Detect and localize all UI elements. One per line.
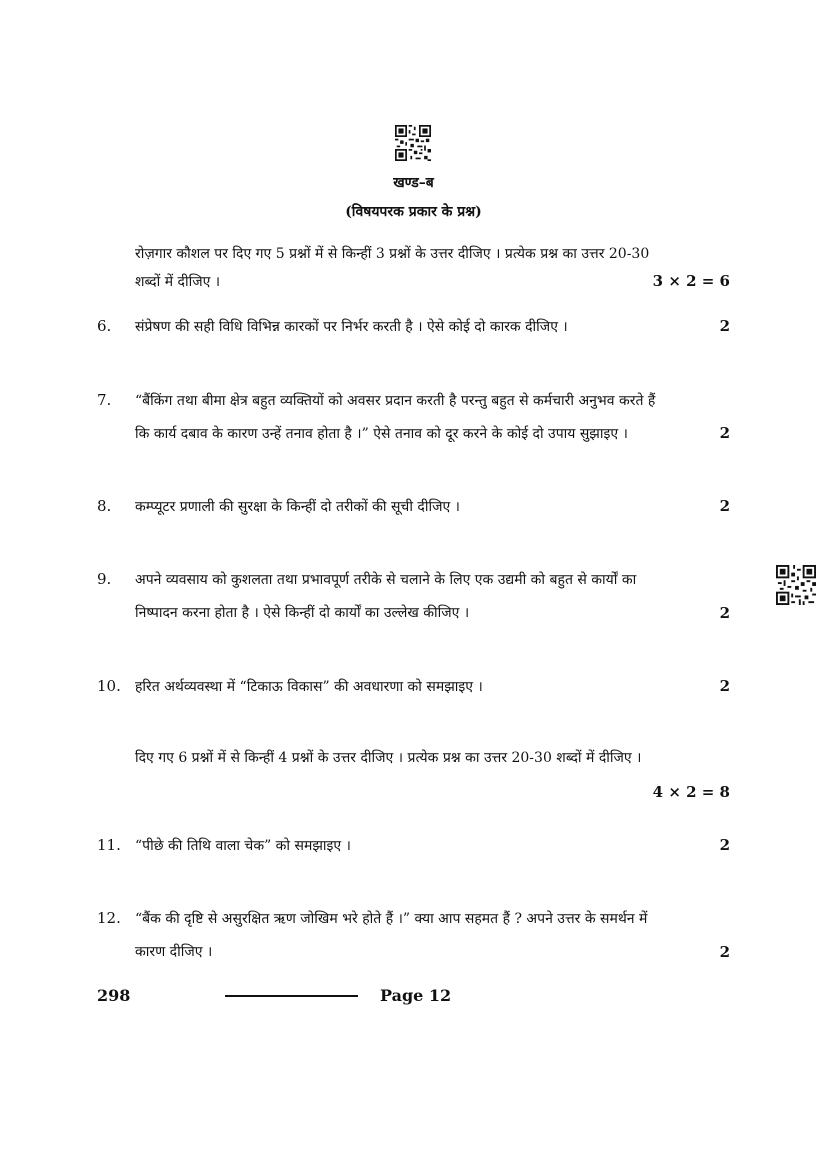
- question-number: 11.: [97, 836, 121, 854]
- question-text-line: हरित अर्थव्यवस्था में “टिकाऊ विकास” की अवधारणा को समझाइए ।: [135, 679, 483, 695]
- paper-code: 298: [97, 986, 131, 1005]
- side-qr-code-icon: [776, 565, 816, 605]
- question-marks: 2: [719, 677, 730, 695]
- section-subtitle: (विषयपरक प्रकार के प्रश्न): [345, 204, 482, 220]
- instruction-1-line-1: रोज़गार कौशल पर दिए गए 5 प्रश्नों में से किन्हीं 3 प्रश्नों के उत्तर दीजिए । प्रत्येक प्रश्न का उत्तर 20-30: [135, 246, 650, 262]
- question-text-line: अपने व्यवसाय को कुशलता तथा प्रभावपूर्ण तरीके से चलाने के लिए एक उद्यमी को बहुत से कार्यों का: [135, 572, 637, 588]
- footer-divider: [225, 995, 358, 997]
- question-text-line: संप्रेषण की सही विधि विभिन्न कारकों पर निर्भर करती है । ऐसे कोई दो कारक दीजिए ।: [135, 319, 568, 335]
- question-text-line: कि कार्य दबाव के कारण उन्हें तनाव होता है ।” ऐसे तनाव को दूर करने के कोई दो उपाय सुझाइए ।: [135, 426, 628, 442]
- question-marks: 2: [719, 604, 730, 622]
- instruction-2-marks: 4 × 2 = 8: [652, 783, 730, 801]
- question-text-line: निष्पादन करना होता है । ऐसे किन्हीं दो कार्यों का उल्लेख कीजिए ।: [135, 605, 470, 621]
- question-number: 6.: [97, 317, 112, 335]
- question-text-line: “बैंकिंग तथा बीमा क्षेत्र बहुत व्यक्तियों को अवसर प्रदान करती है परन्तु बहुत से कर्मचारी अनुभव करते हैं: [135, 393, 656, 409]
- instruction-1-line-2: शब्दों में दीजिए ।: [135, 274, 221, 290]
- question-number: 9.: [97, 570, 112, 588]
- question-text-line: कम्प्यूटर प्रणाली की सुरक्षा के किन्हीं दो तरीकों की सूची दीजिए ।: [135, 499, 460, 515]
- top-qr-code-icon: [395, 125, 431, 161]
- question-text-line: “पीछे की तिथि वाला चेक” को समझाइए ।: [135, 838, 351, 854]
- question-text-line: “बैंक की दृष्टि से असुरक्षित ऋण जोखिम भरे होते हैं ।” क्या आप सहमत हैं ? अपने उत्तर के समर्थन में: [135, 911, 648, 927]
- question-number: 10.: [97, 677, 121, 695]
- question-number: 8.: [97, 497, 112, 515]
- question-number: 7.: [97, 391, 112, 409]
- question-text-line: कारण दीजिए ।: [135, 944, 213, 960]
- page-number: Page 12: [380, 986, 452, 1005]
- section-title: खण्ड–ब: [393, 175, 434, 191]
- question-marks: 2: [719, 317, 730, 335]
- question-marks: 2: [719, 943, 730, 961]
- question-marks: 2: [719, 836, 730, 854]
- question-marks: 2: [719, 497, 730, 515]
- question-marks: 2: [719, 424, 730, 442]
- instruction-1-marks: 3 × 2 = 6: [652, 272, 730, 290]
- question-number: 12.: [97, 909, 121, 927]
- instruction-2-line-1: दिए गए 6 प्रश्नों में से किन्हीं 4 प्रश्नों के उत्तर दीजिए । प्रत्येक प्रश्न का उत्तर 20-30 शब्दों में दीजिए ।: [135, 750, 642, 766]
